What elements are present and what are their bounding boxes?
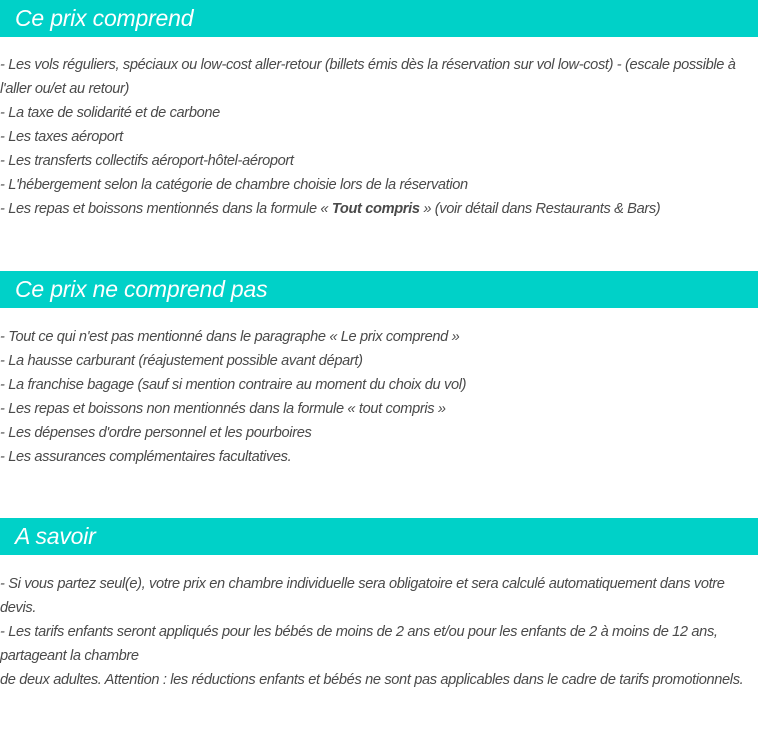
- section-header-price-includes: [0, 0, 758, 37]
- section-header-good-to-know: [0, 518, 758, 555]
- list-item-solidarity-tax: - La taxe de solidarité et de carbone: [0, 105, 220, 121]
- list-item-text-suffix: » (voir détail dans Restaurants & Bars): [419, 201, 661, 217]
- section-good-to-know: [0, 518, 758, 692]
- section-price-includes: [0, 0, 758, 221]
- list-item-meals-not-included: - Les repas et boissons non mentionnés dans la formule « tout compris »: [0, 401, 446, 417]
- list-item-text-prefix: - Les repas et boissons mentionnés dans la formule «: [0, 201, 332, 217]
- section-title: Ce prix ne comprend pas: [15, 276, 268, 302]
- section-title: Ce prix comprend: [15, 5, 194, 31]
- list-item-text: l'aller ou/et au retour): [0, 81, 130, 97]
- section-body-price-includes: [0, 37, 758, 221]
- section-header-price-excludes: [0, 271, 758, 308]
- list-item-accommodation: - L'hébergement selon la catégorie de chambre choisie lors de la réservation: [0, 177, 468, 193]
- section-price-excludes: [0, 271, 758, 469]
- list-item-flights: [0, 53, 758, 77]
- list-item-reductions-note: de deux adultes. Attention : les réductions enfants et bébés ne sont pas applicables dans le cadre de tarifs promotionnels.: [0, 672, 744, 688]
- list-item-transfers: - Les transferts collectifs aéroport-hôtel-aéroport: [0, 153, 294, 169]
- list-item-fuel-surcharge: - La hausse carburant (réajustement possible avant départ): [0, 353, 363, 369]
- section-body-good-to-know: [0, 555, 758, 692]
- list-item-child-rates-continued: partageant la chambre: [0, 648, 139, 664]
- all-inclusive-emphasis: Tout compris: [331, 201, 420, 217]
- list-item-airport-taxes: - Les taxes aéroport: [0, 129, 123, 145]
- list-item-child-rates: - Les tarifs enfants seront appliqués pour les bébés de moins de 2 ans et/ou pour les enfants de 2 à moins de 12 ans,: [0, 624, 718, 640]
- list-item-not-mentioned: - Tout ce qui n'est pas mentionné dans le paragraphe « Le prix comprend »: [0, 329, 460, 345]
- list-item-flights-continued: [0, 77, 758, 101]
- list-item-insurance: - Les assurances complémentaires facultatives.: [0, 449, 292, 465]
- list-item-text: - Les vols réguliers, spéciaux ou low-cost aller-retour (billets émis dès la réservation sur vol low-cost) - (escale possible à: [0, 57, 736, 73]
- section-body-price-excludes: [0, 308, 758, 469]
- list-item-meals-drinks: [0, 197, 758, 221]
- list-item-single-traveler-continued: devis.: [0, 600, 37, 616]
- list-item-single-traveler: - Si vous partez seul(e), votre prix en chambre individuelle sera obligatoire et sera calculé automatiquement dans votre: [0, 576, 725, 592]
- list-item-baggage: - La franchise bagage (sauf si mention contraire au moment du choix du vol): [0, 377, 467, 393]
- list-item-personal-expenses: - Les dépenses d'ordre personnel et les pourboires: [0, 425, 312, 441]
- section-title: A savoir: [15, 523, 96, 549]
